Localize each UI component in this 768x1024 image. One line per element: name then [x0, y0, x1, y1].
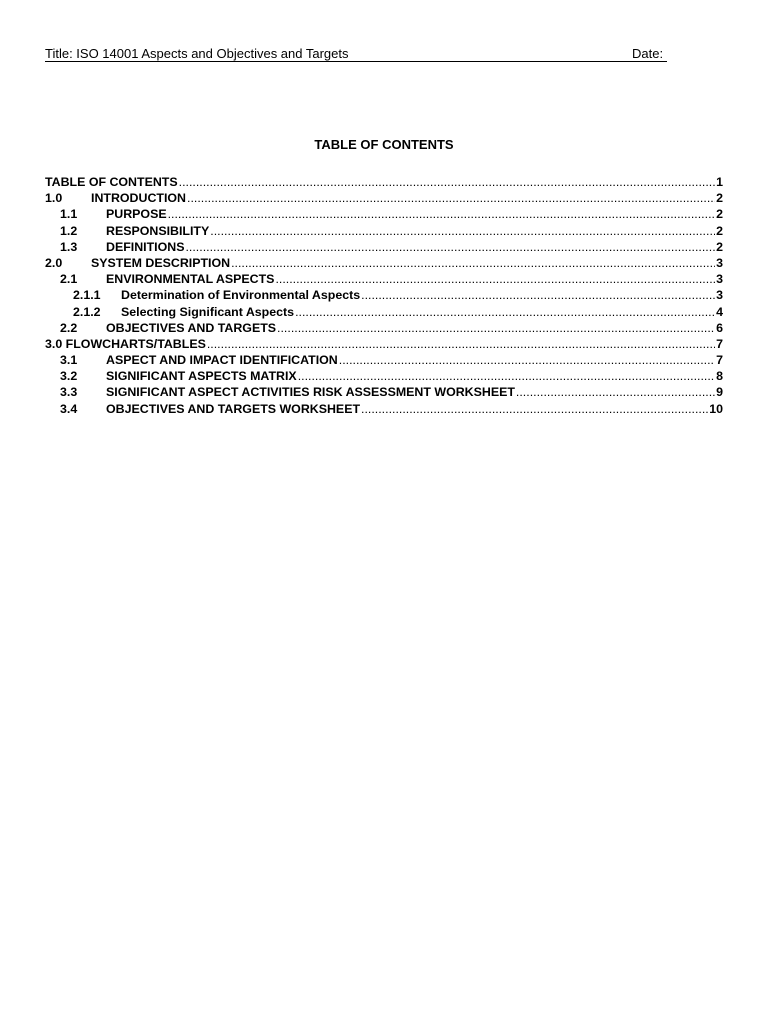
- toc-leader-dots: [210, 223, 715, 239]
- toc-entry-objectives-and-targets[interactable]: [45, 320, 723, 336]
- toc-entry-text: DEFINITIONS: [106, 239, 185, 254]
- toc-page-number: 4: [716, 304, 723, 319]
- toc-entry-text: Determination of Environmental Aspects: [121, 288, 361, 303]
- toc-entry-number: 1.3: [60, 239, 78, 254]
- toc-leader-dots: [179, 174, 715, 190]
- toc-page-number: 6: [716, 320, 723, 335]
- toc-entry-text: ENVIRONMENTAL ASPECTS: [106, 272, 275, 287]
- toc-entry-number: 1.0: [45, 191, 63, 206]
- toc-entry-responsibility[interactable]: [45, 223, 723, 239]
- toc-entry-introduction[interactable]: [45, 190, 723, 206]
- toc-entry-determination-of-environmental-aspects[interactable]: [45, 287, 723, 303]
- toc-leader-dots: [295, 304, 715, 320]
- toc-entry-text: OBJECTIVES AND TARGETS: [106, 320, 277, 335]
- toc-leader-dots: [185, 239, 715, 255]
- toc-entry-purpose[interactable]: [45, 206, 723, 222]
- toc-entry-text: TABLE OF CONTENTS: [45, 175, 178, 189]
- toc-page-number: 2: [716, 207, 723, 222]
- header-title-underline: [45, 45, 587, 62]
- toc-entry-objectives-and-targets-worksheet[interactable]: [45, 401, 723, 417]
- toc-entry-text: SIGNIFICANT ASPECT ACTIVITIES RISK ASSESSMENT WORKSHEET: [106, 385, 515, 400]
- toc-entry-text: Selecting Significant Aspects: [121, 304, 295, 319]
- toc-entry-number: 2.2: [60, 320, 78, 335]
- toc-leader-dots: [361, 287, 715, 303]
- toc-entry-number: 3.1: [60, 353, 78, 368]
- date-field-label: Date:: [632, 46, 664, 61]
- toc-entry-number: 3.2: [60, 369, 78, 384]
- toc-entry-text: OBJECTIVES AND TARGETS WORKSHEET: [106, 401, 361, 416]
- page-header: [45, 45, 722, 63]
- toc-page-number: 10: [709, 401, 723, 416]
- toc-entry-number: 2.1: [60, 272, 78, 287]
- toc-leader-dots: [207, 336, 715, 352]
- toc-entry-number: 2.1.1: [73, 288, 101, 303]
- toc-entry-text: PURPOSE: [106, 207, 167, 222]
- toc-heading: TABLE OF CONTENTS: [314, 137, 454, 152]
- toc-entry-text: SYSTEM DESCRIPTION: [91, 255, 231, 270]
- toc-entry-text: ASPECT AND IMPACT IDENTIFICATION: [106, 353, 338, 368]
- document-title-field: Title: ISO 14001 Aspects and Objectives and Targets: [45, 46, 349, 61]
- toc-entry-risk-assessment-worksheet[interactable]: [45, 384, 723, 400]
- toc-page-number: 9: [716, 385, 723, 400]
- toc-entry-system-description[interactable]: [45, 255, 723, 271]
- toc-leader-dots: [275, 271, 715, 287]
- header-date-underline: [587, 45, 667, 62]
- toc-entry-number: 2.0: [45, 255, 63, 270]
- toc-leader-dots: [298, 368, 715, 384]
- toc-page-number: 2: [716, 191, 723, 206]
- toc-leader-dots: [231, 255, 715, 271]
- toc-leader-dots: [168, 206, 716, 222]
- toc-entry-number: 1.2: [60, 223, 78, 238]
- toc-leader-dots: [516, 384, 715, 400]
- toc-entry-number: 3.3: [60, 385, 78, 400]
- toc-entry-environmental-aspects[interactable]: [45, 271, 723, 287]
- toc-page-number: 3: [716, 255, 723, 270]
- toc-entry-selecting-significant-aspects[interactable]: [45, 304, 723, 320]
- toc-entry-text: INTRODUCTION: [91, 191, 186, 206]
- table-of-contents: [45, 174, 723, 417]
- toc-entry-aspect-and-impact-identification[interactable]: [45, 352, 723, 368]
- toc-entry-text: 3.0 FLOWCHARTS/TABLES: [45, 336, 206, 351]
- toc-page-number: 3: [716, 288, 723, 303]
- toc-page-number: 2: [716, 223, 723, 238]
- toc-page-number: 2: [716, 239, 723, 254]
- toc-entry-flowcharts-tables[interactable]: [45, 336, 723, 352]
- toc-entry-number: 3.4: [60, 401, 78, 416]
- toc-leader-dots: [339, 352, 715, 368]
- toc-entry-definitions[interactable]: [45, 239, 723, 255]
- toc-leader-dots: [361, 401, 708, 417]
- toc-page-number: 8: [716, 369, 723, 384]
- toc-entry-number: 2.1.2: [73, 304, 101, 319]
- toc-entry-significant-aspects-matrix[interactable]: [45, 368, 723, 384]
- toc-entry-text: RESPONSIBILITY: [106, 223, 210, 238]
- toc-page-number: 7: [716, 353, 723, 368]
- toc-page-number: 7: [716, 336, 723, 351]
- toc-page-number: 1: [716, 175, 723, 189]
- toc-entry-number: 1.1: [60, 207, 78, 222]
- toc-entry-text: SIGNIFICANT ASPECTS MATRIX: [106, 369, 297, 384]
- toc-leader-dots: [187, 190, 715, 206]
- toc-leader-dots: [277, 320, 715, 336]
- toc-entry-table-of-contents[interactable]: [45, 174, 723, 190]
- toc-page-number: 3: [716, 272, 723, 287]
